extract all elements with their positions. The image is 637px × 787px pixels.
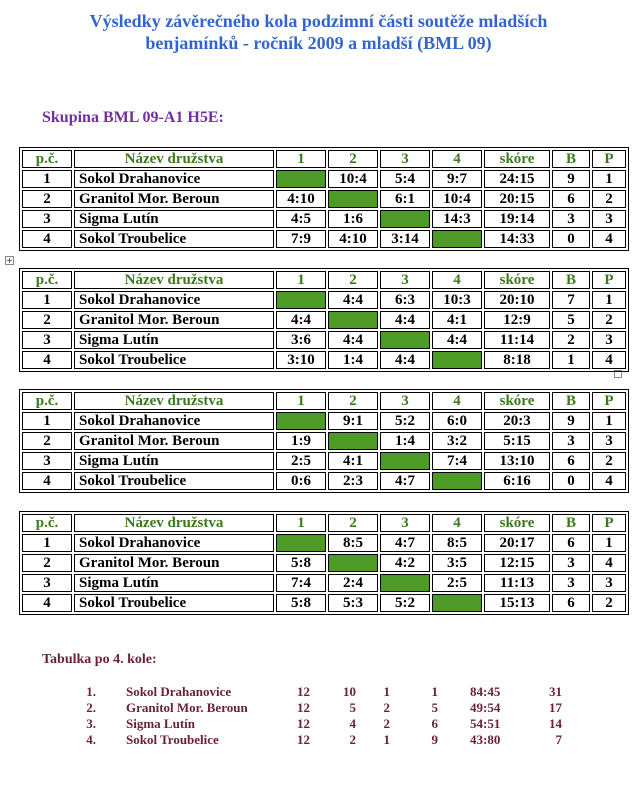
score-cell: 11:13 (484, 574, 550, 592)
header-cell: 3 (380, 514, 430, 532)
header-cell: 3 (380, 150, 430, 168)
result-cell: 4:4 (328, 291, 378, 309)
header-cell: P (592, 271, 626, 289)
table-row (22, 534, 626, 552)
result-cell: 4:4 (380, 351, 430, 369)
score-cell: 12:15 (484, 554, 550, 572)
header-cell: skóre (484, 514, 550, 532)
result-cell: 6:0 (432, 412, 482, 430)
header-cell: 4 (432, 150, 482, 168)
result-cell: 10:4 (432, 190, 482, 208)
self-match-cell (432, 351, 482, 369)
header-cell: B (552, 392, 590, 410)
result-cell: 4:10 (328, 230, 378, 248)
header-cell: 1 (276, 271, 326, 289)
score-cell: 8:18 (484, 351, 550, 369)
score-cell: 13:10 (484, 452, 550, 470)
points-cell: 5 (552, 311, 590, 329)
header-cell: B (552, 514, 590, 532)
header-cell: skóre (484, 271, 550, 289)
summary-draws: 1 (383, 684, 390, 699)
table-move-handle-icon[interactable]: + (6, 256, 13, 265)
team-cell: Sigma Lutín (74, 574, 274, 592)
team-cell: Sokol Drahanovice (74, 534, 274, 552)
placing-cell: 1 (592, 291, 626, 309)
summary-position: 2. (86, 700, 96, 715)
header-cell: skóre (484, 392, 550, 410)
summary-points: 14 (549, 716, 562, 731)
placing-cell: 2 (592, 594, 626, 612)
result-cell: 3:14 (380, 230, 430, 248)
result-cell: 2:3 (328, 472, 378, 490)
placing-cell: 4 (592, 472, 626, 490)
table-row (22, 170, 626, 188)
summary-position: 3. (86, 716, 96, 731)
result-cell: 1:6 (328, 210, 378, 228)
table-row (22, 230, 626, 248)
header-cell: 4 (432, 271, 482, 289)
result-cell: 9:1 (328, 412, 378, 430)
team-cell: Sokol Troubelice (74, 230, 274, 248)
result-cell: 4:1 (432, 311, 482, 329)
placing-cell: 1 (592, 170, 626, 188)
result-cell: 4:4 (328, 331, 378, 349)
points-cell: 6 (552, 594, 590, 612)
result-cell: 1:4 (328, 351, 378, 369)
placing-cell: 4 (592, 351, 626, 369)
placing-cell: 1 (592, 534, 626, 552)
position-cell: 3 (22, 331, 72, 349)
header-cell: p.č. (22, 392, 72, 410)
placing-cell: 1 (592, 412, 626, 430)
result-cell: 7:4 (432, 452, 482, 470)
table-row (22, 291, 626, 309)
result-cell: 5:2 (380, 412, 430, 430)
table-header-row (22, 392, 626, 410)
summary-wins: 5 (349, 700, 356, 715)
points-cell: 0 (552, 472, 590, 490)
header-cell: Název družstva (74, 271, 274, 289)
score-cell: 24:15 (484, 170, 550, 188)
header-cell: Název družstva (74, 514, 274, 532)
score-cell: 20:3 (484, 412, 550, 430)
team-cell: Sokol Troubelice (74, 351, 274, 369)
table-row (22, 190, 626, 208)
summary-losses: 6 (431, 716, 438, 731)
self-match-cell (276, 412, 326, 430)
self-match-cell (276, 534, 326, 552)
title-line-2: benjamínků - ročník 2009 a mladší (BML 09) (145, 33, 492, 53)
team-cell: Sokol Drahanovice (74, 291, 274, 309)
position-cell: 2 (22, 311, 72, 329)
result-cell: 2:4 (328, 574, 378, 592)
self-match-cell (276, 170, 326, 188)
position-cell: 1 (22, 412, 72, 430)
placing-cell: 2 (592, 452, 626, 470)
points-cell: 6 (552, 452, 590, 470)
title-line-1: Výsledky závěrečného kola podzimní části soutěže mladších (89, 11, 548, 31)
group-label: Skupina BML 09-A1 H5E: (42, 109, 224, 126)
points-cell: 3 (552, 210, 590, 228)
table-row (22, 452, 626, 470)
placing-cell: 2 (592, 311, 626, 329)
table-row (22, 351, 626, 369)
summary-draws: 2 (383, 716, 390, 731)
team-cell: Granitol Mor. Beroun (74, 432, 274, 450)
result-cell: 4:2 (380, 554, 430, 572)
summary-points: 7 (555, 732, 562, 747)
result-cell: 4:4 (276, 311, 326, 329)
score-cell: 5:15 (484, 432, 550, 450)
result-cell: 8:5 (432, 534, 482, 552)
summary-score: 54:51 (470, 716, 501, 731)
result-cell: 3:2 (432, 432, 482, 450)
points-cell: 7 (552, 291, 590, 309)
points-cell: 1 (552, 351, 590, 369)
score-cell: 15:13 (484, 594, 550, 612)
header-cell: 2 (328, 514, 378, 532)
result-cell: 10:4 (328, 170, 378, 188)
points-cell: 0 (552, 230, 590, 248)
position-cell: 3 (22, 574, 72, 592)
result-cell: 4:10 (276, 190, 326, 208)
self-match-cell (328, 432, 378, 450)
header-cell: P (592, 150, 626, 168)
position-cell: 1 (22, 291, 72, 309)
team-cell: Sokol Troubelice (74, 472, 274, 490)
placing-cell: 3 (592, 574, 626, 592)
points-cell: 9 (552, 170, 590, 188)
summary-position: 4. (86, 732, 96, 747)
position-cell: 4 (22, 230, 72, 248)
team-cell: Sokol Drahanovice (74, 170, 274, 188)
team-cell: Sigma Lutín (74, 210, 274, 228)
header-cell: 1 (276, 392, 326, 410)
placing-cell: 2 (592, 190, 626, 208)
position-cell: 4 (22, 472, 72, 490)
table-header-row (22, 514, 626, 532)
header-cell: P (592, 392, 626, 410)
result-cell: 4:7 (380, 472, 430, 490)
placing-cell: 3 (592, 331, 626, 349)
points-cell: 2 (552, 331, 590, 349)
team-cell: Sigma Lutín (74, 331, 274, 349)
summary-draws: 1 (383, 732, 390, 747)
self-match-cell (328, 190, 378, 208)
header-cell: 1 (276, 150, 326, 168)
placing-cell: 3 (592, 210, 626, 228)
table-row (22, 574, 626, 592)
round-table-2 (19, 268, 629, 372)
result-cell: 3:10 (276, 351, 326, 369)
result-cell: 7:9 (276, 230, 326, 248)
summary-losses: 9 (431, 732, 438, 747)
position-cell: 1 (22, 534, 72, 552)
self-match-cell (380, 210, 430, 228)
header-cell: p.č. (22, 271, 72, 289)
position-cell: 3 (22, 452, 72, 470)
result-cell: 1:9 (276, 432, 326, 450)
header-cell: 2 (328, 271, 378, 289)
summary-points: 17 (549, 700, 562, 715)
summary-played: 12 (297, 732, 310, 747)
header-cell: 4 (432, 392, 482, 410)
result-cell: 5:4 (380, 170, 430, 188)
position-cell: 2 (22, 554, 72, 572)
points-cell: 6 (552, 190, 590, 208)
round-table-1 (19, 147, 629, 251)
result-cell: 4:7 (380, 534, 430, 552)
team-cell: Granitol Mor. Beroun (74, 190, 274, 208)
position-cell: 2 (22, 190, 72, 208)
score-cell: 20:17 (484, 534, 550, 552)
placing-cell: 3 (592, 432, 626, 450)
result-cell: 7:4 (276, 574, 326, 592)
result-cell: 3:5 (432, 554, 482, 572)
header-cell: 2 (328, 392, 378, 410)
table-header-row (22, 271, 626, 289)
self-match-cell (328, 311, 378, 329)
round-table-3 (19, 389, 629, 493)
header-cell: skóre (484, 150, 550, 168)
result-cell: 2:5 (276, 452, 326, 470)
header-cell: Název družstva (74, 392, 274, 410)
header-cell: 4 (432, 514, 482, 532)
position-cell: 3 (22, 210, 72, 228)
result-cell: 4:5 (276, 210, 326, 228)
position-cell: 1 (22, 170, 72, 188)
header-cell: P (592, 514, 626, 532)
placing-cell: 4 (592, 554, 626, 572)
team-cell: Sokol Drahanovice (74, 412, 274, 430)
header-cell: B (552, 150, 590, 168)
table-row (22, 210, 626, 228)
table-row (22, 554, 626, 572)
header-cell: B (552, 271, 590, 289)
self-match-cell (432, 472, 482, 490)
self-match-cell (432, 594, 482, 612)
summary-wins: 2 (349, 732, 356, 747)
summary-team: Sokol Drahanovice (126, 684, 232, 699)
self-match-cell (380, 331, 430, 349)
score-cell: 11:14 (484, 331, 550, 349)
team-cell: Sigma Lutín (74, 452, 274, 470)
summary-team: Sigma Lutín (126, 716, 195, 731)
summary-played: 12 (297, 684, 310, 699)
self-match-cell (276, 291, 326, 309)
result-cell: 4:4 (380, 311, 430, 329)
table-row (22, 331, 626, 349)
summary-title: Tabulka po 4. kole: (42, 652, 157, 667)
result-cell: 6:1 (380, 190, 430, 208)
team-cell: Sokol Troubelice (74, 594, 274, 612)
table-row (22, 594, 626, 612)
result-cell: 1:4 (380, 432, 430, 450)
self-match-cell (432, 230, 482, 248)
summary-team: Granitol Mor. Beroun (126, 700, 248, 715)
self-match-cell (380, 452, 430, 470)
table-row (22, 311, 626, 329)
result-cell: 5:8 (276, 594, 326, 612)
header-cell: 2 (328, 150, 378, 168)
result-cell: 0:6 (276, 472, 326, 490)
summary-played: 12 (297, 716, 310, 731)
result-cell: 6:3 (380, 291, 430, 309)
score-cell: 12:9 (484, 311, 550, 329)
result-cell: 8:5 (328, 534, 378, 552)
summary-position: 1. (86, 684, 96, 699)
result-cell: 5:3 (328, 594, 378, 612)
position-cell: 2 (22, 432, 72, 450)
summary-score: 49:54 (470, 700, 501, 715)
position-cell: 4 (22, 351, 72, 369)
header-cell: p.č. (22, 150, 72, 168)
header-cell: Název družstva (74, 150, 274, 168)
summary-draws: 2 (383, 700, 390, 715)
team-cell: Granitol Mor. Beroun (74, 311, 274, 329)
summary-team: Sokol Troubelice (126, 732, 219, 747)
summary-wins: 10 (343, 684, 356, 699)
position-cell: 4 (22, 594, 72, 612)
placing-cell: 4 (592, 230, 626, 248)
result-cell: 4:4 (432, 331, 482, 349)
points-cell: 3 (552, 554, 590, 572)
header-cell: 3 (380, 271, 430, 289)
team-cell: Granitol Mor. Beroun (74, 554, 274, 572)
result-cell: 2:5 (432, 574, 482, 592)
points-cell: 3 (552, 432, 590, 450)
summary-score: 43:80 (470, 732, 501, 747)
score-cell: 6:16 (484, 472, 550, 490)
result-cell: 14:3 (432, 210, 482, 228)
summary-score: 84:45 (470, 684, 501, 699)
score-cell: 14:33 (484, 230, 550, 248)
summary-points: 31 (549, 684, 562, 699)
score-cell: 19:14 (484, 210, 550, 228)
summary-played: 12 (297, 700, 310, 715)
result-cell: 3:6 (276, 331, 326, 349)
table-header-row (22, 150, 626, 168)
header-cell: p.č. (22, 514, 72, 532)
self-match-cell (380, 574, 430, 592)
points-cell: 3 (552, 574, 590, 592)
header-cell: 1 (276, 514, 326, 532)
points-cell: 6 (552, 534, 590, 552)
score-cell: 20:15 (484, 190, 550, 208)
score-cell: 20:10 (484, 291, 550, 309)
result-cell: 5:8 (276, 554, 326, 572)
table-row (22, 472, 626, 490)
points-cell: 9 (552, 412, 590, 430)
header-cell: 3 (380, 392, 430, 410)
round-table-4 (19, 511, 629, 615)
result-cell: 10:3 (432, 291, 482, 309)
table-row (22, 432, 626, 450)
result-cell: 4:1 (328, 452, 378, 470)
summary-losses: 5 (431, 700, 438, 715)
summary-wins: 4 (349, 716, 356, 731)
result-cell: 9:7 (432, 170, 482, 188)
summary-losses: 1 (431, 684, 438, 699)
document-title (0, 10, 637, 54)
result-cell: 5:2 (380, 594, 430, 612)
self-match-cell (328, 554, 378, 572)
table-row (22, 412, 626, 430)
